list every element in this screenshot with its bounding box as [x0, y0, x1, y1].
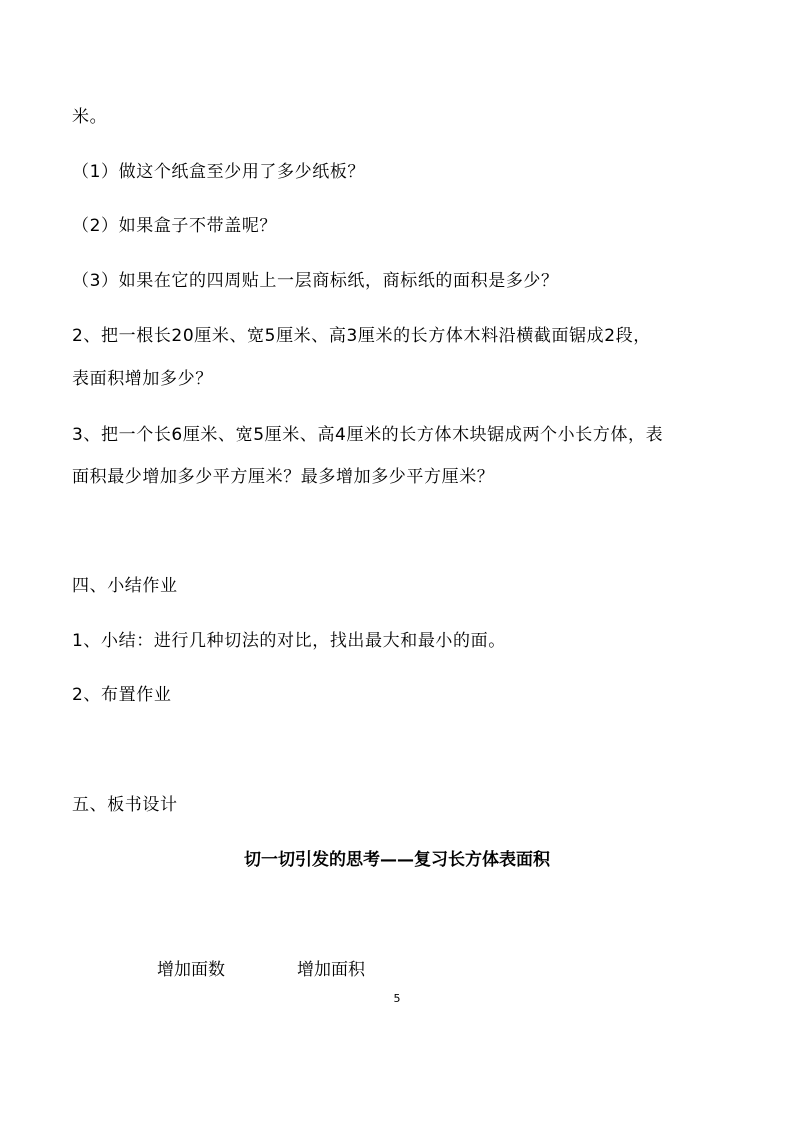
page-number: 5 [393, 992, 401, 1005]
column-label-area: 增加面积 [297, 960, 365, 980]
section-5-heading: 五、板书设计 [72, 795, 178, 815]
column-label-face-count: 增加面数 [157, 960, 225, 980]
problem-2-line-2: 表面积增加多少？ [72, 369, 213, 389]
question-2: （2）如果盒子不带盖呢？ [72, 216, 278, 236]
text-line: 米。 [72, 107, 108, 127]
board-title: 切一切引发的思考——复习长方体表面积 [244, 850, 550, 870]
section-4-heading: 四、小结作业 [72, 576, 178, 596]
homework-item: 2、布置作业 [72, 685, 172, 705]
problem-3-line-2: 面积最少增加多少平方厘米？最多增加多少平方厘米？ [72, 467, 495, 487]
problem-2-line-1: 2、把一根长20厘米、宽5厘米、高3厘米的长方体木料沿横截面锯成2段， [72, 326, 651, 346]
question-1: （1）做这个纸盒至少用了多少纸板？ [72, 162, 366, 182]
summary-item: 1、小结：进行几种切法的对比，找出最大和最小的面。 [72, 631, 506, 651]
question-3: （3）如果在它的四周贴上一层商标纸，商标纸的面积是多少？ [72, 271, 559, 291]
problem-3-line-1: 3、把一个长6厘米、宽5厘米、高4厘米的长方体木块锯成两个小长方体，表 [72, 425, 664, 445]
